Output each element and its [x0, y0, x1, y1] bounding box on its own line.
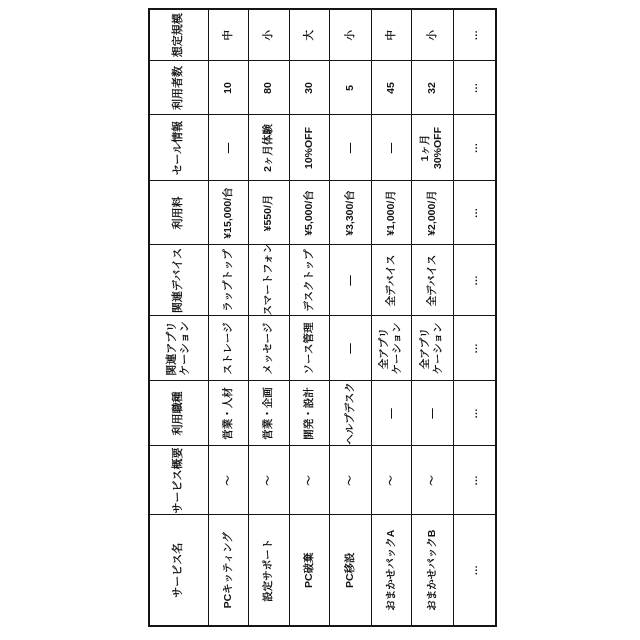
- table-cell: ¥5,000/台: [289, 181, 329, 245]
- table-cell: ¥3,300/台: [329, 181, 371, 245]
- table-row-setup-support: [248, 9, 289, 626]
- col-header-fee: 利用料: [149, 181, 208, 245]
- table-cell: ラップトップ: [208, 245, 248, 316]
- table-cell: 中: [371, 9, 411, 61]
- table-cell: スマートフォン: [248, 245, 289, 316]
- table-cell: 小: [411, 9, 453, 61]
- table-cell: 32: [411, 61, 453, 115]
- table-cell: 30: [289, 61, 329, 115]
- table-cell: 〜: [289, 446, 329, 515]
- table-cell: 80: [248, 61, 289, 115]
- table-row-omakase-pack-a: [371, 9, 411, 626]
- col-header-user-count: 利用者数: [149, 61, 208, 115]
- table-cell: デスクトップ: [289, 245, 329, 316]
- table-cell: おまかせパックB: [411, 515, 453, 626]
- table-cell: 45: [371, 61, 411, 115]
- table-cell: ¥15,000/台: [208, 181, 248, 245]
- table-cell: —: [329, 245, 371, 316]
- table-cell: 〜: [371, 446, 411, 515]
- table-cell: 全アプリ ケーション: [411, 316, 453, 381]
- table-cell: —: [208, 115, 248, 181]
- table-cell: ヘルプデスク: [329, 381, 371, 446]
- table-cell: PC破棄: [289, 515, 329, 626]
- table-cell: 〜: [208, 446, 248, 515]
- col-header-service-name: サービス名: [149, 515, 208, 626]
- table-cell: —: [371, 115, 411, 181]
- table-cell: 開発・設計: [289, 381, 329, 446]
- table-cell: ¥1,000/月: [371, 181, 411, 245]
- table-cell: —: [329, 316, 371, 381]
- table-cell: —: [411, 381, 453, 446]
- table-cell: 〜: [411, 446, 453, 515]
- table-cell: 営業・企画: [248, 381, 289, 446]
- table-cell: 5: [329, 61, 371, 115]
- table-cell: 大: [289, 9, 329, 61]
- col-header-service-overview: サービス概要: [149, 446, 208, 515]
- table-cell: 〜: [329, 446, 371, 515]
- table-cell: メッセージ: [248, 316, 289, 381]
- col-header-related-devices: 関連デバイス: [149, 245, 208, 316]
- table-cell: …: [453, 515, 496, 626]
- table-cell: …: [453, 316, 496, 381]
- table-cell: …: [453, 381, 496, 446]
- table-cell: …: [453, 9, 496, 61]
- service-comparison-table: [148, 8, 497, 627]
- table-cell: ¥550/月: [248, 181, 289, 245]
- table-cell: …: [453, 61, 496, 115]
- table-cell: 1ヶ月 30%OFF: [411, 115, 453, 181]
- table-cell: 中: [208, 9, 248, 61]
- table-cell: …: [453, 115, 496, 181]
- table-cell: PC移設: [329, 515, 371, 626]
- table-cell: 〜: [248, 446, 289, 515]
- table-row-pc-relocation: [329, 9, 371, 626]
- col-header-job-types: 利用職種: [149, 381, 208, 446]
- table-cell: —: [329, 115, 371, 181]
- table-row-ellipsis: [453, 9, 496, 626]
- table-row-pc-kitting: [208, 9, 248, 626]
- table-cell: おまかせパックA: [371, 515, 411, 626]
- col-header-expected-scale: 想定規模: [149, 9, 208, 61]
- table-cell: PCキッティング: [208, 515, 248, 626]
- table-cell: …: [453, 181, 496, 245]
- table-cell: …: [453, 446, 496, 515]
- table-cell: 小: [329, 9, 371, 61]
- table-cell: ¥2,000/月: [411, 181, 453, 245]
- table-row-pc-disposal: [289, 9, 329, 626]
- table-cell: 2ヶ月体験: [248, 115, 289, 181]
- table-cell: ストレージ: [208, 316, 248, 381]
- table-cell: 営業・人材: [208, 381, 248, 446]
- table-cell: 小: [248, 9, 289, 61]
- table-cell: …: [453, 245, 496, 316]
- table-cell: 全デバイス: [371, 245, 411, 316]
- col-header-related-apps: 関連アプリ ケーション: [149, 316, 208, 381]
- table-cell: ソース管理: [289, 316, 329, 381]
- table-cell: 10: [208, 61, 248, 115]
- table-cell: —: [371, 381, 411, 446]
- table-cell: 全アプリ ケーション: [371, 316, 411, 381]
- table-row-omakase-pack-b: [411, 9, 453, 626]
- col-header-sale-info: セール情報: [149, 115, 208, 181]
- table-cell: 10%OFF: [289, 115, 329, 181]
- header-row: [149, 9, 208, 626]
- table-cell: 全デバイス: [411, 245, 453, 316]
- rotated-table-page: [148, 10, 495, 627]
- table-cell: 設定サポート: [248, 515, 289, 626]
